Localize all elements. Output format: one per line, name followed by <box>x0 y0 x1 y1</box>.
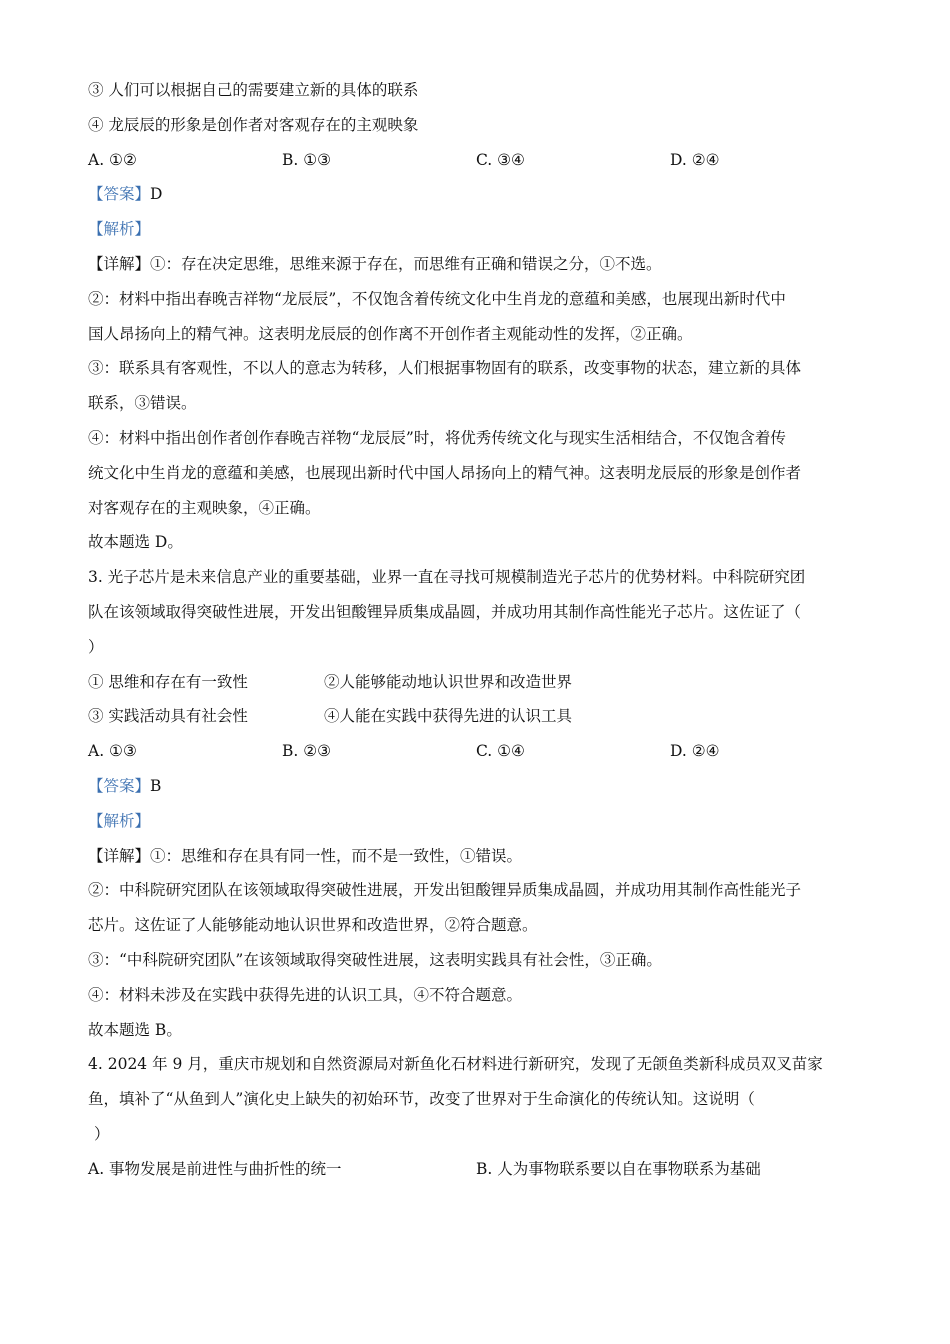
q3-answer <box>88 774 878 798</box>
q2-detail-line: 国人昂扬向上的精气神。这表明龙辰辰的创作离不开创作者主观能动性的发挥，②正确。 <box>88 324 693 343</box>
q4-option-b: B. 人为事物联系要以自在事物联系为基础 <box>476 1159 761 1178</box>
q4-stem-line: 4. 2024 年 9 月，重庆市规划和自然资源局对新鱼化石材料进行新研究，发现了无颌鱼类新科成员双叉苗家 <box>88 1055 823 1074</box>
q3-detail-line: ②：中科院研究团队在该领域取得突破性进展，开发出钽酸锂异质集成晶圆，并成功用其制作高性能光子 <box>88 881 802 900</box>
q3-statement-1: ① 思维和存在有一致性 <box>88 672 248 691</box>
analysis-tag: 【解析】 <box>88 220 151 239</box>
q3-answer-value: B <box>150 776 162 795</box>
q2-analysis-heading <box>88 217 878 241</box>
q2-detail-line: 联系，③错误。 <box>88 394 197 413</box>
analysis-tag: 【解析】 <box>88 811 151 830</box>
q3-statement-4: ④人能在实践中获得先进的认识工具 <box>324 707 573 726</box>
detail-tag: 【详解】 <box>88 846 151 865</box>
q2-option-b: B. ①③ <box>282 150 332 169</box>
q2-detail-line: ③：联系具有客观性，不以人的意志为转移，人们根据事物固有的联系，改变事物的状态，建立新的具体 <box>88 359 802 378</box>
q2-option-a: A. ①② <box>88 150 137 169</box>
q2-detail-line: 对客观存在的主观映象，④正确。 <box>88 498 321 517</box>
detail-tag: 【详解】 <box>88 254 151 273</box>
answer-tag: 【答案】 <box>88 776 151 795</box>
q2-conclusion: 故本题选 D。 <box>88 533 183 552</box>
q3-detail-line: ③：“中科院研究团队”在该领域取得突破性进展，这表明实践具有社会性，③正确。 <box>88 950 662 969</box>
q3-detail-first <box>88 844 878 868</box>
q2-option-c: C. ③④ <box>476 150 525 169</box>
q2-detail-line: 统文化中生肖龙的意蕴和美感，也展现出新时代中国人昂扬向上的精气神。这表明龙辰辰的形象是创作者 <box>88 463 802 482</box>
q2-detail-line: ④：材料中指出创作者创作春晚吉祥物“龙辰辰”时，将优秀传统文化与现实生活相结合，不仅饱含着传 <box>88 428 786 447</box>
document-page <box>88 78 878 1181</box>
q4-stem-line: 鱼，填补了“从鱼到人”演化史上缺失的初始环节，改变了世界对于生命演化的传统认知。这说明（ <box>88 1090 755 1109</box>
q3-detail-line: 芯片。这佐证了人能够能动地认识世界和改造世界，②符合题意。 <box>88 916 538 935</box>
q3-stem-line: 3. 光子芯片是未来信息产业的重要基础，业界一直在寻找可规模制造光子芯片的优势材料。中科院研究团 <box>88 568 806 587</box>
q2-statement-4: ④ 龙辰辰的形象是创作者对客观存在的主观映象 <box>88 115 419 134</box>
q2-detail-first <box>88 252 878 276</box>
q3-option-a: A. ①③ <box>88 742 137 761</box>
q3-stem-line: ） <box>88 637 104 656</box>
q2-statement-3: ③ 人们可以根据自己的需要建立新的具体的联系 <box>88 81 419 99</box>
q3-analysis-heading <box>88 809 878 833</box>
q2-detail-text: ①：存在决定思维，思维来源于存在，而思维有正确和错误之分，①不选。 <box>150 254 662 273</box>
q2-option-d: D. ②④ <box>670 150 720 169</box>
q4-option-a: A. 事物发展是前进性与曲折性的统一 <box>88 1159 342 1178</box>
q3-statements-row-1 <box>88 670 878 694</box>
q4-stem-line: ） <box>94 1124 110 1143</box>
q3-statement-2: ②人能够能动地认识世界和改造世界 <box>324 672 573 691</box>
q3-detail-text: ①：思维和存在具有同一性，而不是一致性，①错误。 <box>150 846 523 865</box>
q3-options <box>88 739 878 763</box>
q3-option-b: B. ②③ <box>282 742 332 761</box>
q4-options <box>88 1157 878 1181</box>
q2-answer <box>88 182 878 206</box>
q3-stem-line: 队在该领域取得突破性进展，开发出钽酸锂异质集成晶圆，并成功用其制作高性能光子芯片。这佐证了（ <box>88 602 802 621</box>
q3-option-d: D. ②④ <box>670 742 720 761</box>
q2-detail-line: ②：材料中指出春晚吉祥物“龙辰辰”，不仅饱含着传统文化中生肖龙的意蕴和美感，也展现出新时代中 <box>88 289 786 308</box>
q2-answer-value: D <box>150 185 163 204</box>
q3-statement-3: ③ 实践活动具有社会性 <box>88 707 248 726</box>
q3-option-c: C. ①④ <box>476 742 525 761</box>
q3-statements-row-2 <box>88 704 878 728</box>
q3-detail-line: ④：材料未涉及在实践中获得先进的认识工具，④不符合题意。 <box>88 985 523 1004</box>
q3-conclusion: 故本题选 B。 <box>88 1020 182 1039</box>
answer-tag: 【答案】 <box>88 185 151 204</box>
q2-options <box>88 148 878 172</box>
